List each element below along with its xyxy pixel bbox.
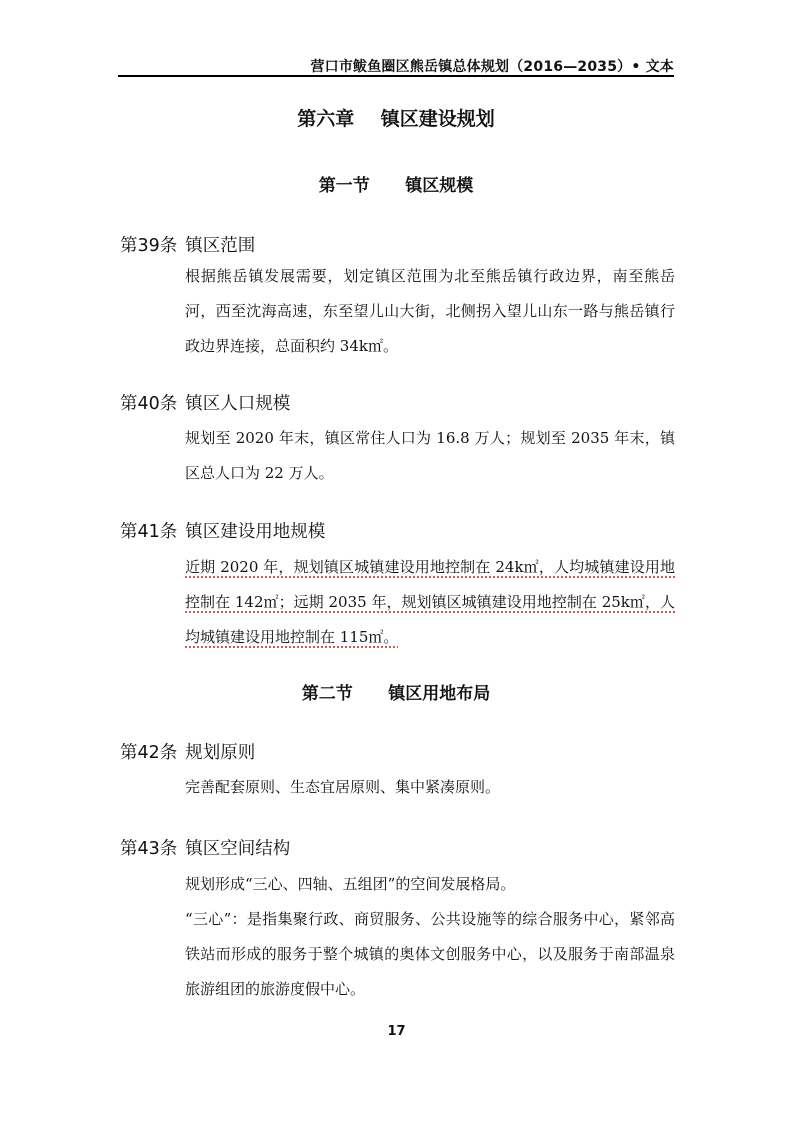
article-title: 镇区空间结构 xyxy=(185,839,291,859)
section-title-1: 第一节 镇区规模 xyxy=(318,176,474,196)
header-rule xyxy=(118,75,674,77)
article-43-paragraph-2: “三心”：是指集聚行政、商贸服务、公共设施等的综合服务中心，紧邻高铁站而形成的服务于整个城镇的奥体文创服务中心，以及服务于南部温泉旅游组团的旅游度假中心。 xyxy=(185,910,675,998)
article-heading-43 xyxy=(120,835,290,860)
article-heading-41 xyxy=(120,518,325,543)
article-number: 第43条 xyxy=(120,839,178,859)
article-number: 第39条 xyxy=(120,236,178,256)
article-number: 第42条 xyxy=(120,743,178,763)
article-title: 镇区人口规模 xyxy=(185,394,291,414)
article-title: 规划原则 xyxy=(185,743,256,763)
article-heading-40 xyxy=(120,390,290,415)
chapter-title: 第六章 镇区建设规划 xyxy=(297,108,495,130)
article-number: 第41条 xyxy=(120,522,178,542)
running-header: 营口市鲅鱼圈区熊岳镇总体规划（2016—2035）• 文本 xyxy=(310,59,674,75)
article-43-paragraph-1: 规划形成“三心、四轴、五组团”的空间发展格局。 xyxy=(185,875,516,893)
article-heading-42 xyxy=(120,739,255,764)
article-title: 镇区建设用地规模 xyxy=(185,522,326,542)
section-title-2: 第二节 镇区用地布局 xyxy=(301,684,491,704)
article-title: 镇区范围 xyxy=(185,236,256,256)
page-number: 17 xyxy=(387,1024,406,1039)
article-number: 第40条 xyxy=(120,394,178,414)
article-42-paragraph: 完善配套原则、生态宜居原则、集中紧凑原则。 xyxy=(185,778,501,796)
article-39-paragraph: 根据熊岳镇发展需要，划定镇区范围为北至熊岳镇行政边界，南至熊岳河，西至沈海高速，东至望儿山大街，北侧拐入望儿山东一路与熊岳镇行政边界连接，总面积约 34k㎡。 xyxy=(185,267,675,355)
article-heading-39 xyxy=(120,232,255,257)
article-41-paragraph: 近期 2020 年，规划镇区城镇建设用地控制在 24k㎡，人均城镇建设用地控制在 142㎡；远期 2035 年，规划镇区城镇建设用地控制在 25k㎡，人均城镇建设用地控制在 115㎡。 xyxy=(185,558,675,646)
article-40-paragraph: 规划至 2020 年末，镇区常住人口为 16.8 万人；规划至 2035 年末，镇区总人口为 22 万人。 xyxy=(185,429,675,482)
